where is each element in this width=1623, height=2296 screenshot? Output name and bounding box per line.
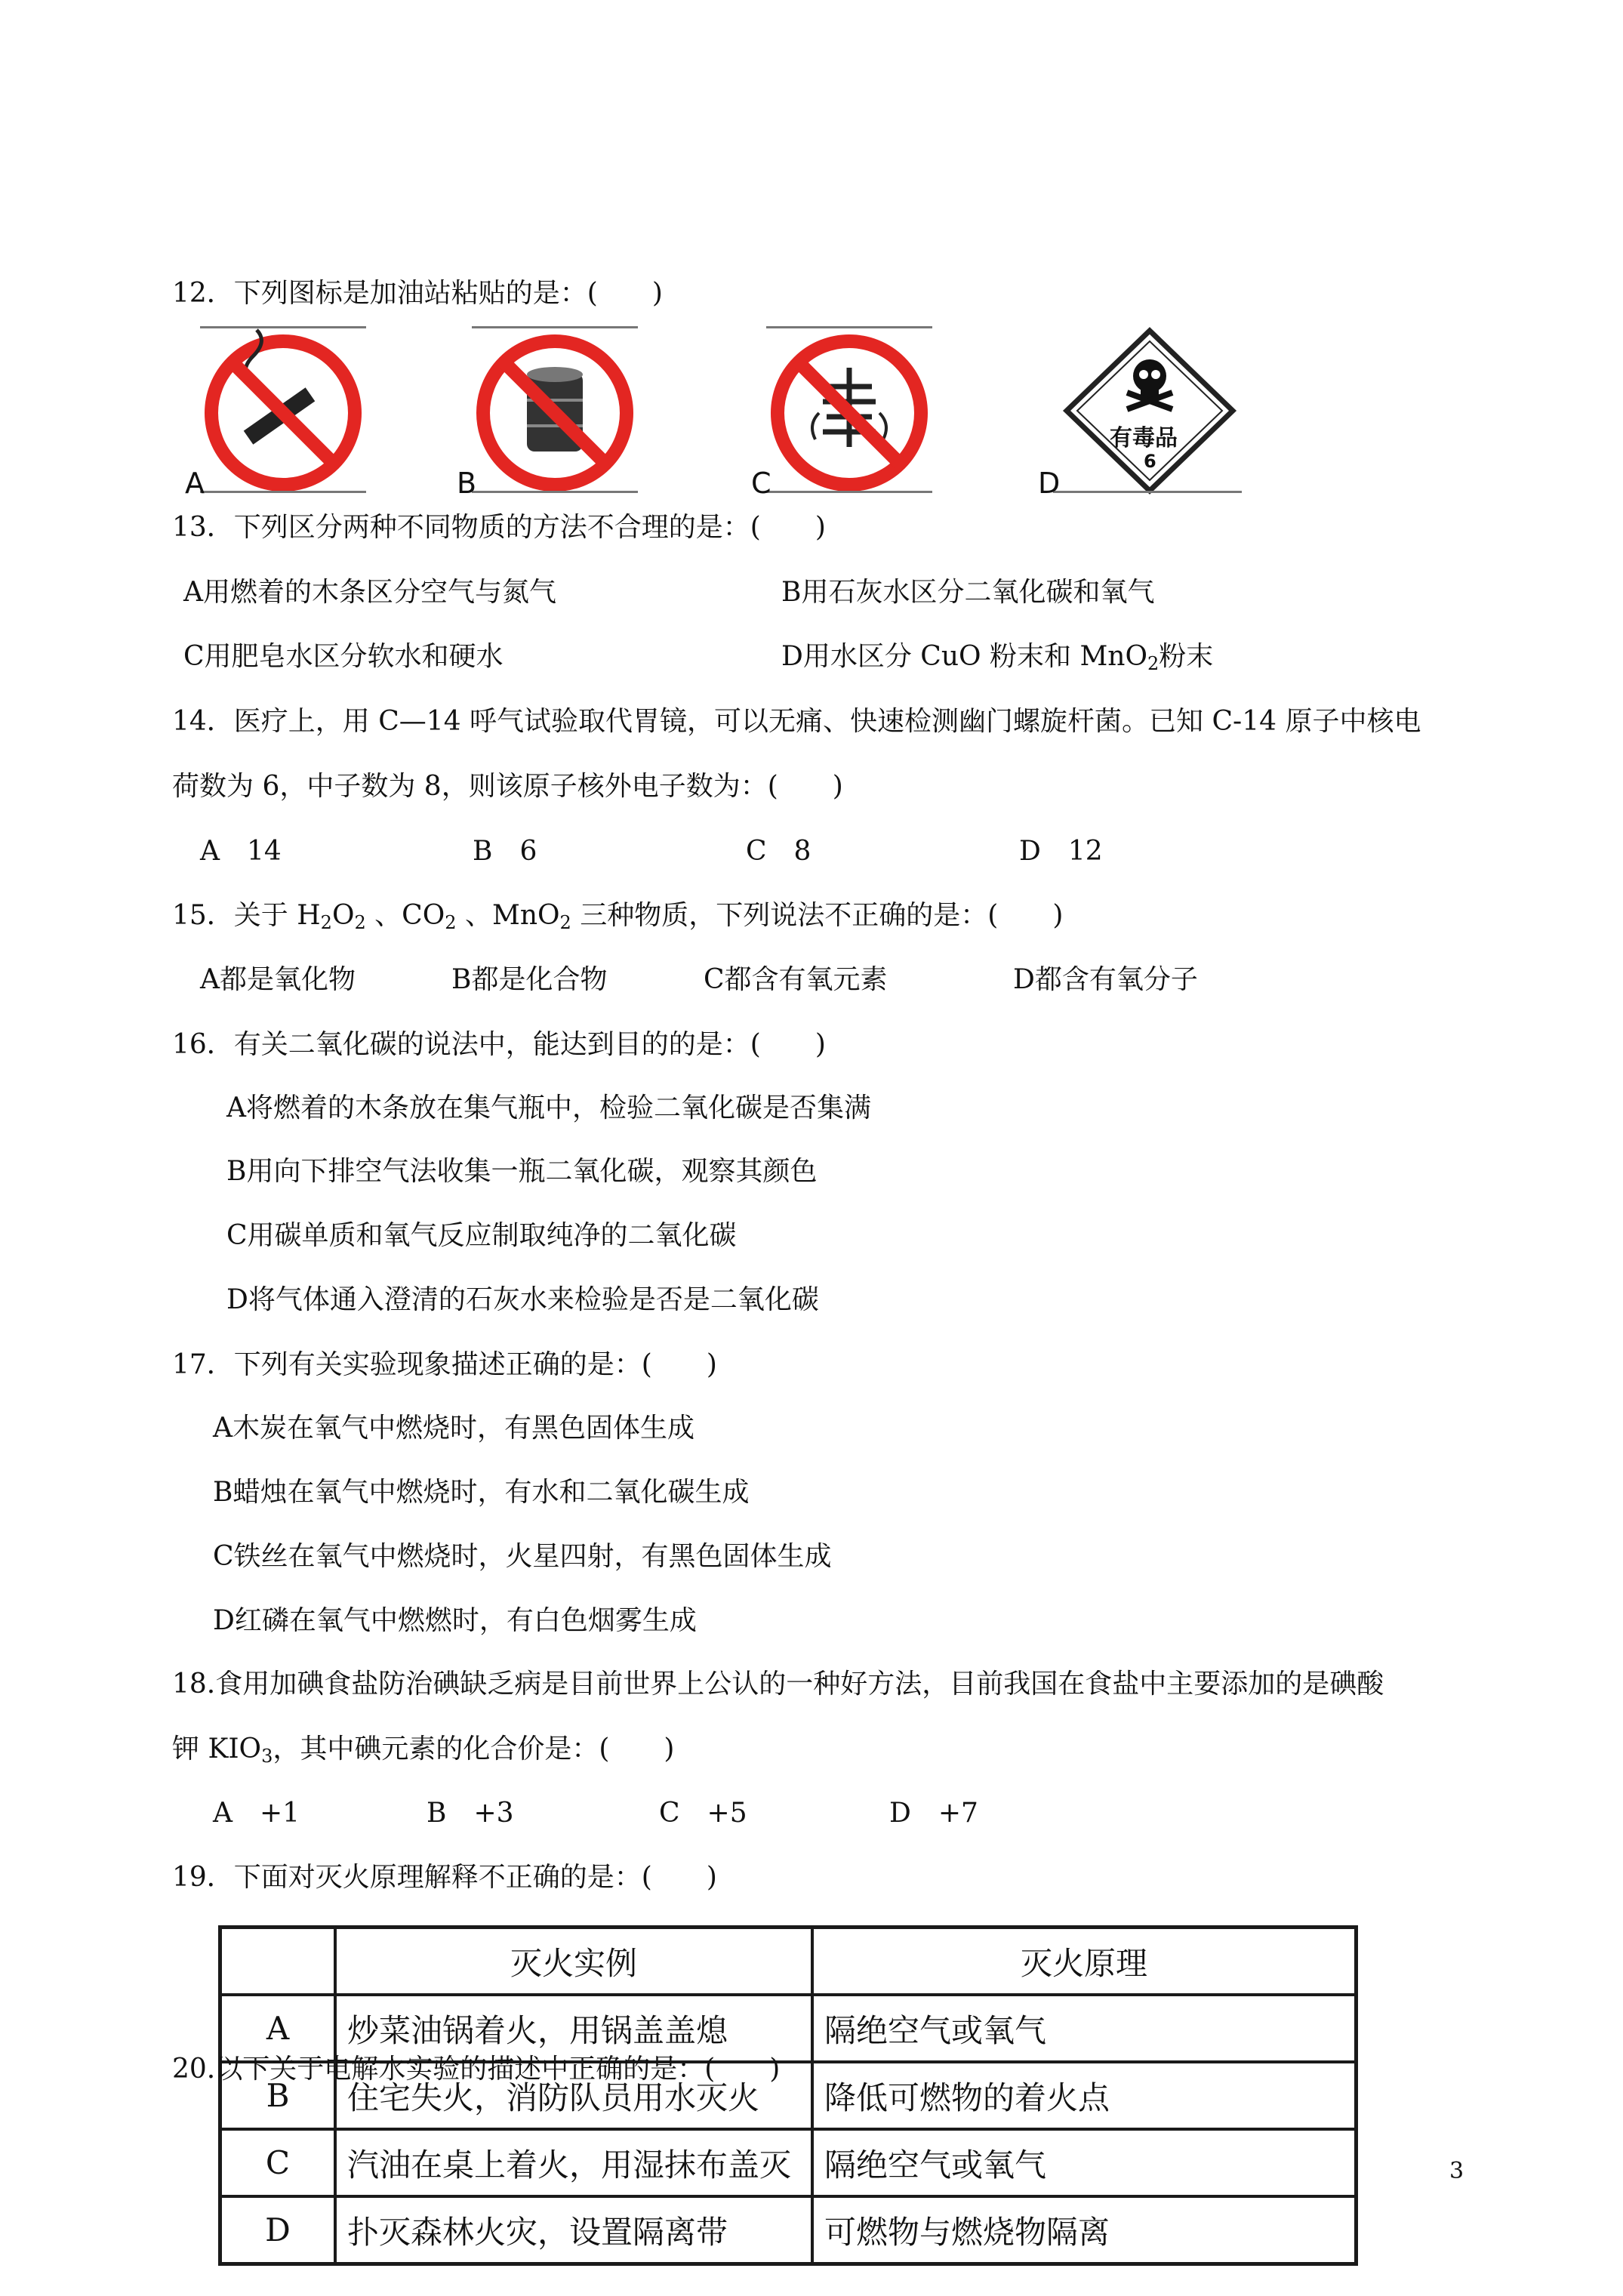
q20-stem: 20.以下关于电解水实验的描述中正确的是：( ): [172, 2054, 781, 2085]
q16-option-a: A将燃着的木条放在集气瓶中，检验二氧化碳是否集满: [226, 1093, 871, 1123]
sign-a: [185, 326, 366, 500]
sign-letter-d: D: [1038, 467, 1061, 500]
toxic-substance-icon: [1038, 326, 1242, 500]
q13-option-a: A用燃着的木条区分空气与氮气: [183, 577, 556, 608]
q15-option-b: B都是化合物: [451, 964, 608, 995]
table-header-row: [220, 1928, 1357, 1996]
q15-option-a: A都是氧化物: [200, 964, 356, 995]
sign-letter-a: A: [185, 467, 205, 500]
q16-option-b: B用向下排空气法收集一瓶二氧化碳，观察其颜色: [226, 1156, 818, 1187]
q16-stem: 16．有关二氧化碳的说法中，能达到目的的是：( ): [172, 1029, 826, 1060]
row-example: 住宅失火，消防队员用水灭火: [335, 2062, 812, 2129]
row-letter: C: [220, 2129, 336, 2196]
q15-option-d: D都含有氧分子: [1013, 964, 1198, 995]
q14-option-c: C 8: [746, 836, 812, 867]
q13-stem: 13．下列区分两种不同物质的方法不合理的是：( ): [172, 512, 826, 543]
q16-option-c: C用碳单质和氧气反应制取纯净的二氧化碳: [226, 1220, 737, 1251]
row-letter: B: [220, 2062, 336, 2129]
sign-letter-c: C: [751, 467, 771, 500]
row-example: 汽油在桌上着火，用湿抹布盖灭: [335, 2129, 812, 2196]
q18-line2: 钾 $KIO_3$，其中碘元素的化合价是：( ): [172, 1734, 675, 1767]
no-fireworks-icon: [751, 326, 932, 500]
q15-stem: 15．关于 $H_2O_2$ 、$CO_2$ 、MnO$_2$ 三种物质，下列说法不正确的是：( ): [172, 900, 1064, 933]
row-letter: A: [220, 1995, 336, 2062]
q16-option-d: D将气体通入澄清的石灰水来检验是否是二氧化碳: [226, 1284, 819, 1315]
q17-option-a: A木炭在氧气中燃烧时，有黑色固体生成: [213, 1413, 694, 1444]
q18-option-d: D +7: [889, 1798, 978, 1829]
q14-option-b: B 6: [473, 836, 537, 867]
q18-option-b: B +3: [427, 1798, 514, 1829]
q19-stem: 19．下面对灭火原理解释不正确的是：( ): [172, 1862, 717, 1893]
q14-line2: 荷数为 6，中子数为 8，则该原子核外电子数为：( ): [172, 771, 843, 802]
q13-option-d: D用水区分 CuO 粉末和 MnO$_2$粉末: [781, 641, 1214, 674]
sign-d: [1038, 326, 1242, 500]
no-smoking-icon: [185, 326, 366, 500]
q18-option-a: A +1: [213, 1798, 300, 1829]
q17-option-d: D红磷在氧气中燃燃时，有白色烟雾生成: [213, 1605, 697, 1636]
table-header-blank: [220, 1928, 336, 1996]
q17-option-c: C铁丝在氧气中燃烧时，火星四射，有黑色固体生成: [213, 1541, 832, 1572]
q14-option-a: A 14: [200, 836, 282, 867]
row-principle: 可燃物与燃烧物隔离: [812, 2196, 1357, 2264]
no-oil-drum-icon: [457, 326, 638, 500]
q17-stem: 17．下列有关实验现象描述正确的是：( ): [172, 1349, 717, 1380]
table-row: [220, 2129, 1357, 2196]
q13-option-b: B用石灰水区分二氧化碳和氧气: [781, 577, 1155, 608]
q18-line1: 18.食用加碘食盐防治碘缺乏病是目前世界上公认的一种好方法，目前我国在食盐中主要添加的是碘酸: [172, 1669, 1384, 1700]
row-principle: 隔绝空气或氧气: [812, 1995, 1357, 2062]
q14-line1: 14．医疗上，用 C—14 呼气试验取代胃镜，可以无痛、快速检测幽门螺旋杆菌。已知 C-14 原子中核电: [172, 706, 1421, 737]
row-principle: 隔绝空气或氧气: [812, 2129, 1357, 2196]
sign-b: [457, 326, 638, 500]
q13-option-c: C用肥皂水区分软水和硬水: [183, 641, 504, 672]
q15-option-c: C都含有氧元素: [704, 964, 888, 995]
table-header-example: 灭火实例: [335, 1928, 812, 1996]
toxic-class-number: 6: [1144, 451, 1156, 472]
table-row: [220, 1995, 1357, 2062]
q18-option-c: C +5: [659, 1798, 747, 1829]
table-header-principle: 灭火原理: [812, 1928, 1357, 1996]
toxic-label: 有毒品: [1110, 425, 1178, 451]
row-example: 炒菜油锅着火，用锅盖盖熄: [335, 1995, 812, 2062]
page-number: 3: [1449, 2158, 1464, 2184]
q17-option-b: B蜡烛在氧气中燃烧时，有水和二氧化碳生成: [213, 1477, 750, 1508]
fire-principles-table: [218, 1925, 1358, 2266]
row-example: 扑灭森林火灾，设置隔离带: [335, 2196, 812, 2264]
table-row: [220, 2196, 1357, 2264]
q12-stem: 12．下列图标是加油站粘贴的是：( ): [172, 278, 663, 309]
row-letter: D: [220, 2196, 336, 2264]
sign-letter-b: B: [457, 467, 477, 500]
sign-c: [751, 326, 932, 500]
q14-option-d: D 12: [1019, 836, 1103, 867]
row-principle: 降低可燃物的着火点: [812, 2062, 1357, 2129]
